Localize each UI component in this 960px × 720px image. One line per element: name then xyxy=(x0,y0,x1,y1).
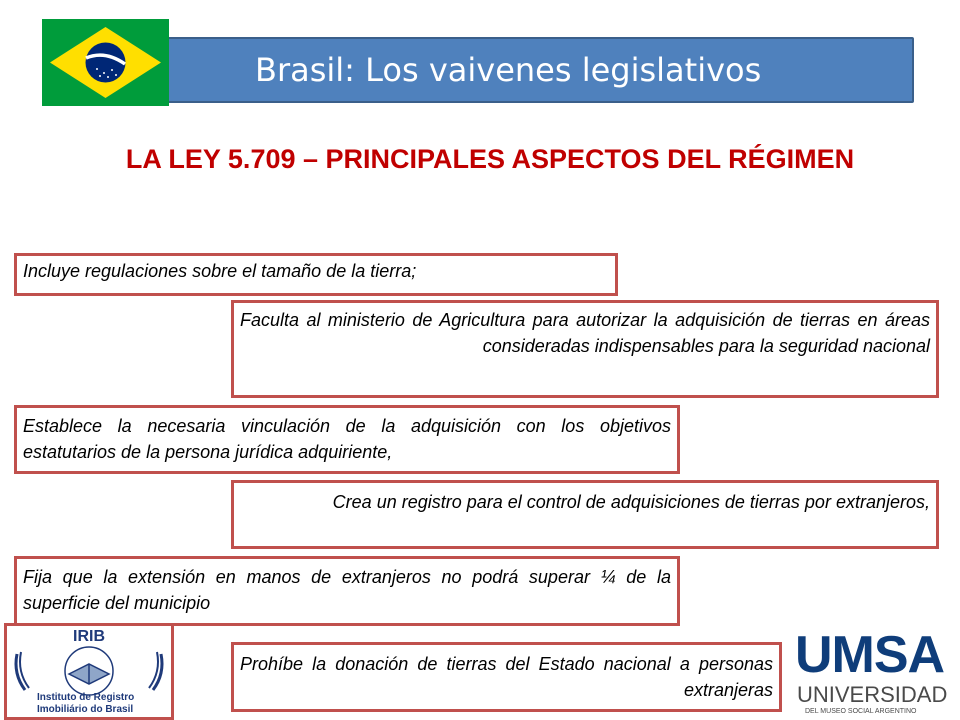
section-heading: LA LEY 5.709 – PRINCIPALES ASPECTOS DEL RÉGIMEN xyxy=(125,144,855,174)
umsa-acronym: UMSA xyxy=(795,626,945,684)
irib-name-line1: Instituto de Registro xyxy=(37,692,135,703)
point-box-5: Fija que la extensión en manos de extranjeros no podrá superar ¼ de la superficie del municipio xyxy=(14,556,680,626)
brazil-flag-icon xyxy=(42,19,169,106)
umsa-name-line1: UNIVERSIDAD xyxy=(797,682,948,707)
umsa-logo xyxy=(795,626,960,720)
point-box-2: Faculta al ministerio de Agricultura para autorizar la adquisición de tierras en áreas consideradas indispensables para la seguridad nacional xyxy=(231,300,939,398)
irib-logo-frame xyxy=(4,623,174,720)
slide-title: Brasil: Los vaivenes legislativos xyxy=(255,51,762,89)
point-box-3: Establece la necesaria vinculación de la adquisición con los objetivos estatutarios de la persona jurídica adquiriente, xyxy=(14,405,680,474)
point-box-4: Crea un registro para el control de adquisiciones de tierras por extranjeros, xyxy=(231,480,939,549)
point-box-1: Incluye regulaciones sobre el tamaño de la tierra; xyxy=(14,253,618,296)
umsa-name-line2: DEL MUSEO SOCIAL ARGENTINO xyxy=(805,708,917,715)
point-box-6: Prohíbe la donación de tierras del Estado nacional a personas extranjeras xyxy=(231,642,782,712)
irib-name-line2: Imobiliário do Brasil xyxy=(37,704,134,715)
irib-acronym: IRIB xyxy=(73,628,105,645)
